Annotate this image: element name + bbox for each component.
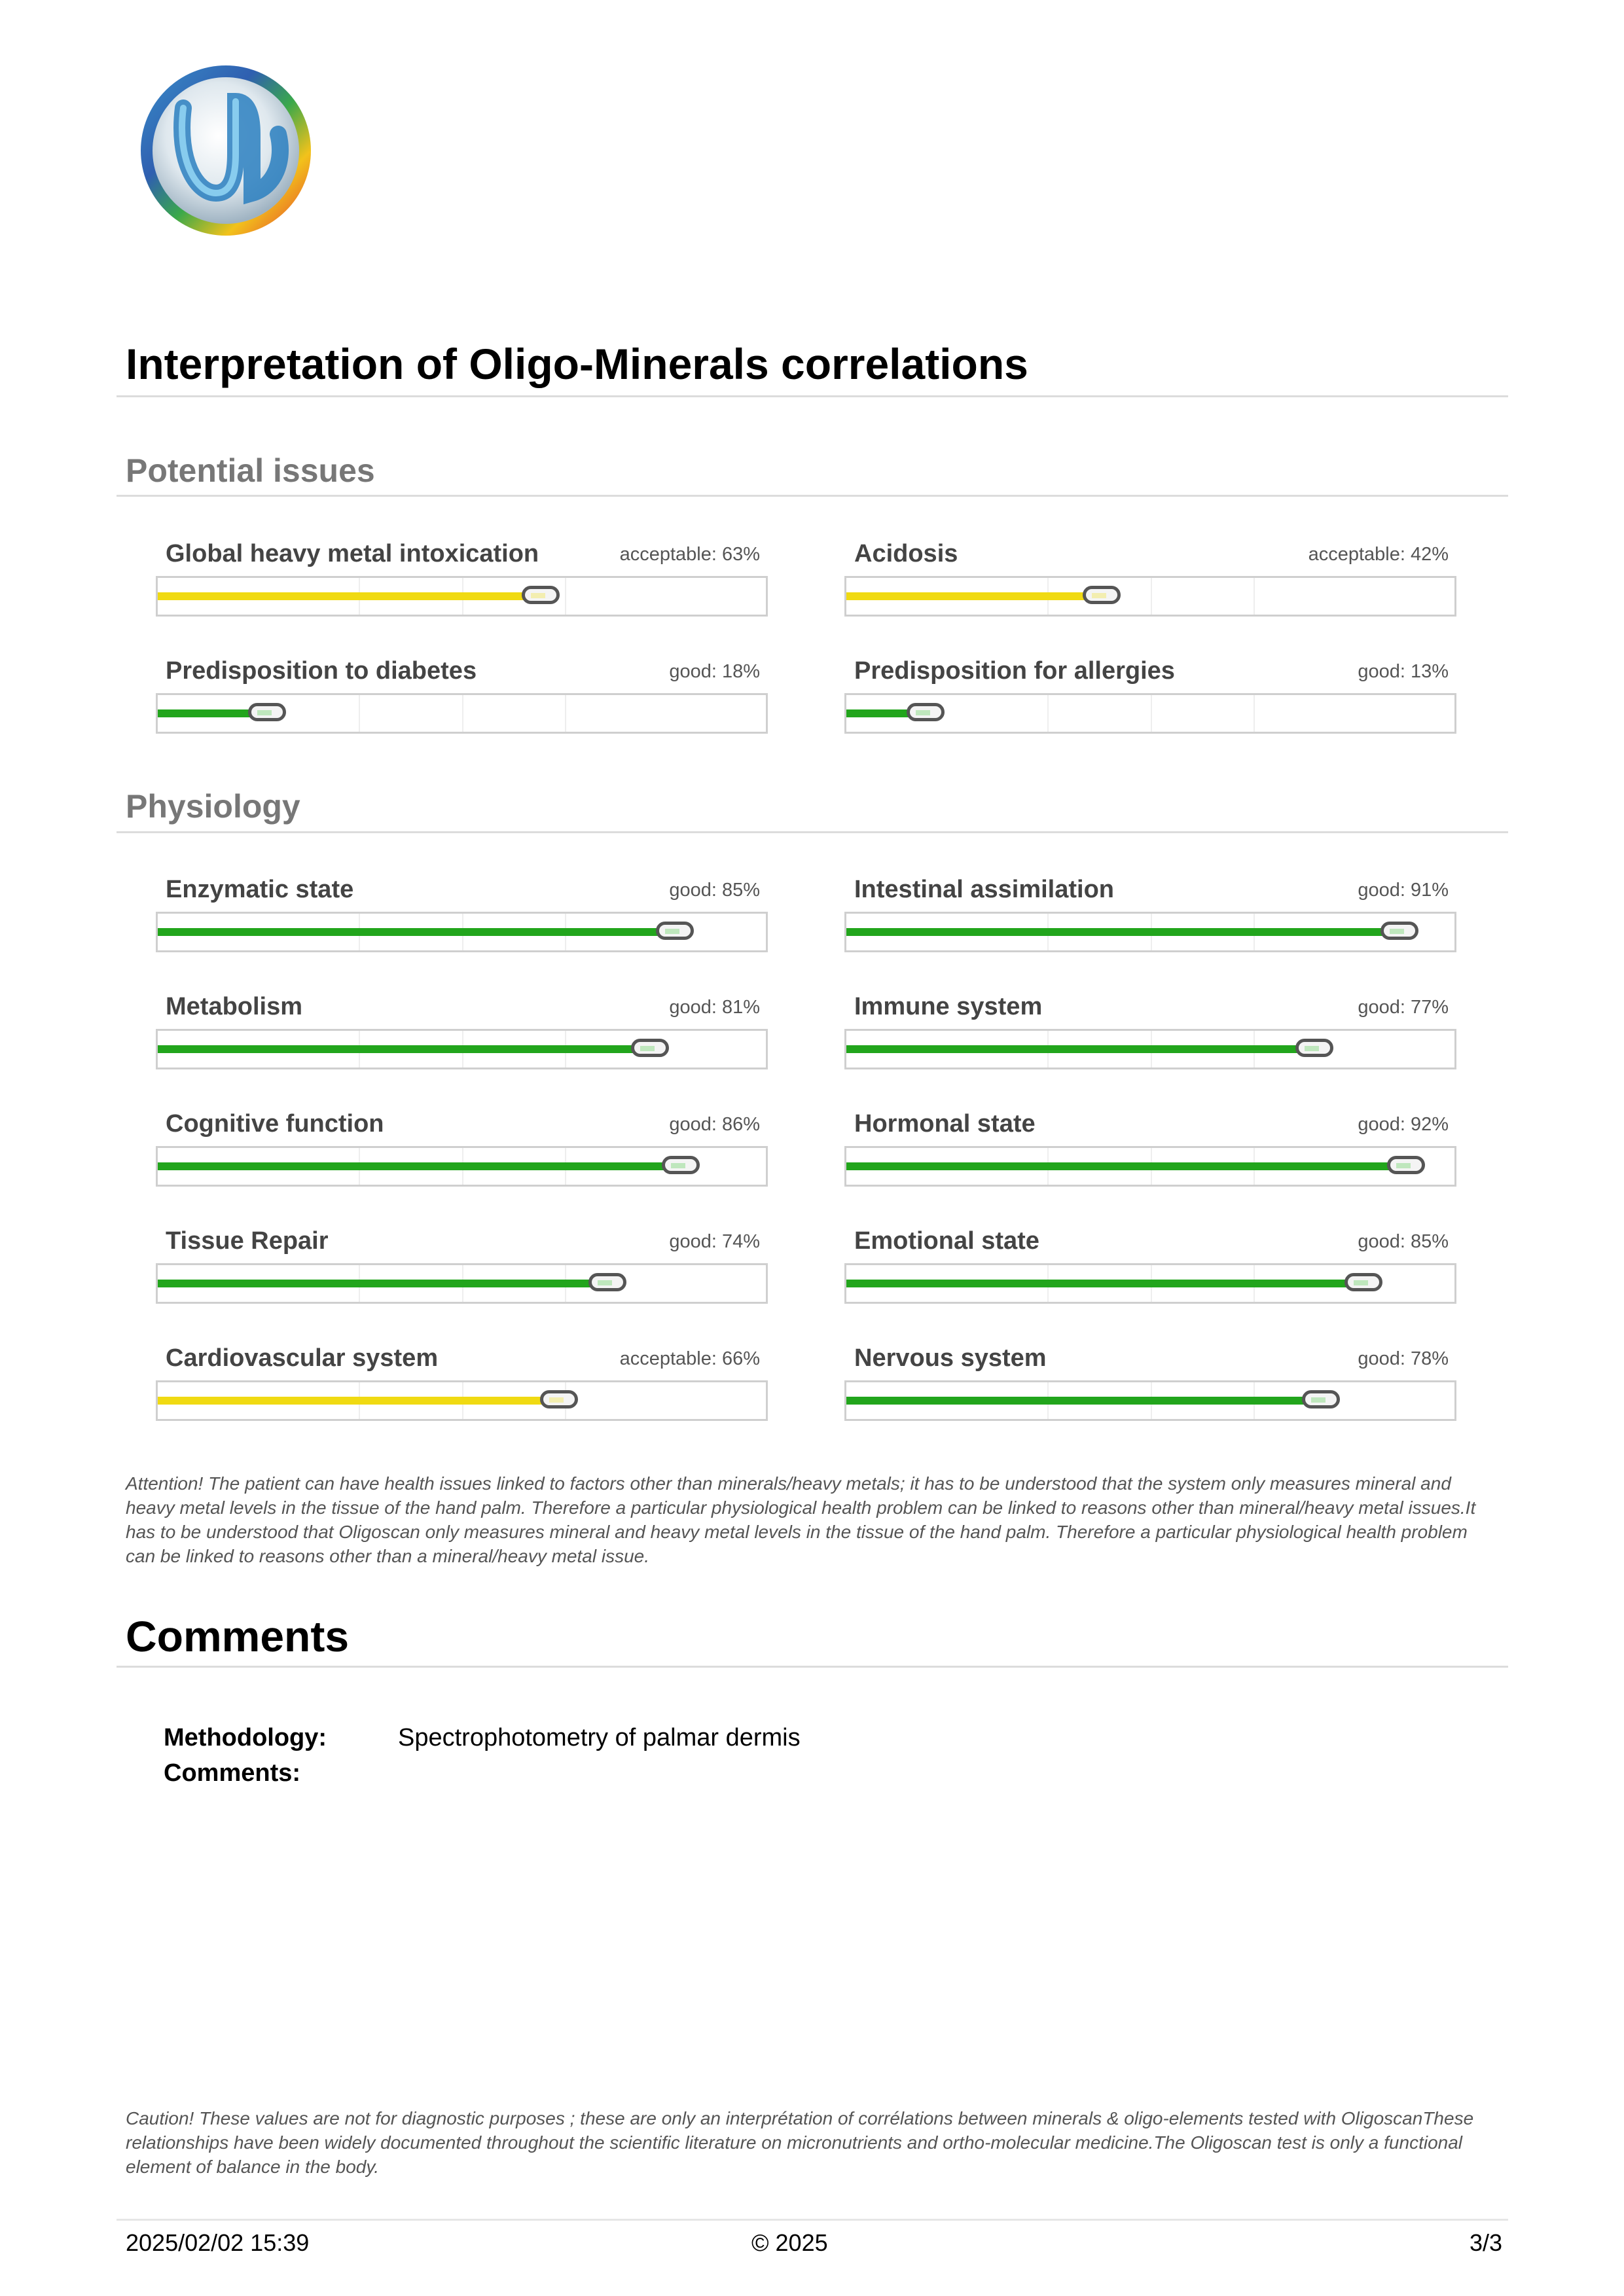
indicator-status: good: 18%	[669, 661, 760, 682]
thumb-highlight	[671, 1163, 685, 1168]
indicator-track	[844, 1263, 1456, 1304]
thumb-highlight	[916, 710, 930, 715]
thumb-highlight	[549, 1397, 564, 1403]
track-tick	[1151, 695, 1152, 732]
track-tick	[1254, 578, 1255, 615]
footer-divider	[117, 2219, 1508, 2221]
indicator-label: Intestinal assimilation	[854, 876, 1114, 903]
indicator-status: good: 85%	[1358, 1231, 1449, 1252]
thumb-highlight	[640, 1046, 655, 1051]
indicator-thumb	[248, 703, 286, 721]
thumb-highlight	[1396, 1163, 1411, 1168]
indicator-thumb	[522, 586, 560, 604]
indicator-acidosis	[844, 540, 1456, 628]
attention-note: Attention! The patient can have health issues linked to factors other than minerals/heavy metals; it has to be understood that the system only measures mineral and heavy metal levels in the tissue of the hand palm. Therefore a particular physiological health problem can be linked to reasons other than mineral/heavy metal issues.It has to be understood that Oligoscan only measures mineral and heavy metal levels in the tissue of the hand palm. Therefore a particular physiological health problem can be linked to reasons other than a mineral/heavy metal issue.	[126, 1473, 1476, 1566]
indicator-label: Cardiovascular system	[166, 1344, 439, 1372]
indicator-thumb	[1387, 1156, 1425, 1174]
comments-heading: Comments	[126, 1612, 350, 1660]
page-title: Interpretation of Oligo-Minerals correlations	[126, 340, 1028, 388]
oligoscan-logo-icon	[137, 62, 314, 239]
indicator-predisposition-to-diabetes	[156, 657, 768, 745]
track-tick	[1047, 695, 1049, 732]
comments-label: Comments:	[164, 1759, 301, 1787]
thumb-highlight	[1305, 1046, 1319, 1051]
track-tick	[565, 578, 566, 615]
indicator-status: good: 74%	[669, 1231, 760, 1252]
indicator-thumb	[1295, 1039, 1333, 1057]
footer-copyright: © 2025	[751, 2229, 828, 2256]
indicator-label: Emotional state	[854, 1227, 1039, 1255]
indicator-status: good: 92%	[1358, 1114, 1449, 1135]
indicator-status: good: 91%	[1358, 880, 1449, 901]
indicator-status: acceptable: 66%	[619, 1348, 760, 1369]
indicator-track	[844, 1380, 1456, 1421]
indicator-fill	[158, 1045, 650, 1053]
indicator-status: good: 86%	[669, 1114, 760, 1135]
thumb-highlight	[1354, 1280, 1368, 1285]
track-tick	[462, 695, 463, 732]
indicator-hormonal-state	[844, 1110, 1456, 1198]
indicator-track	[844, 576, 1456, 617]
indicator-cardiovascular-system	[156, 1344, 768, 1433]
indicator-fill	[158, 592, 541, 600]
indicator-label: Enzymatic state	[166, 876, 354, 903]
indicator-label: Tissue Repair	[166, 1227, 329, 1255]
indicator-thumb	[1344, 1273, 1382, 1291]
indicator-nervous-system	[844, 1344, 1456, 1433]
thumb-highlight	[1390, 929, 1404, 934]
indicator-label: Predisposition to diabetes	[166, 657, 477, 685]
indicator-track	[156, 1380, 768, 1421]
indicator-fill	[846, 1280, 1363, 1287]
indicator-label: Immune system	[854, 993, 1043, 1020]
indicator-track	[156, 576, 768, 617]
indicator-fill	[158, 1280, 607, 1287]
indicator-fill	[846, 1162, 1406, 1170]
indicator-track	[156, 912, 768, 952]
indicator-track	[844, 1146, 1456, 1187]
indicator-thumb	[1302, 1390, 1340, 1408]
indicator-label: Metabolism	[166, 993, 303, 1020]
section-heading-physiology: Physiology	[126, 788, 300, 825]
thumb-highlight	[1092, 593, 1106, 598]
thumb-highlight	[665, 929, 679, 934]
indicator-track	[156, 1146, 768, 1187]
track-tick	[1254, 695, 1255, 732]
indicator-intestinal-assimilation	[844, 876, 1456, 964]
indicator-thumb	[907, 703, 945, 721]
thumb-highlight	[598, 1280, 612, 1285]
indicator-fill	[158, 1397, 559, 1405]
indicator-thumb	[631, 1039, 669, 1057]
caution-note: Caution! These values are not for diagnostic purposes ; these are only an interprétation of corrélations between minerals & oligo-elements tested with OligoscanThese relationships have been widely documented throughout the scientific literature on micronutrients and ortho-molecular medicine.The Oligoscan test is only a functional element of balance in the body.	[126, 2108, 1474, 2177]
indicator-label: Predisposition for allergies	[854, 657, 1175, 685]
footer-page-number: 3/3	[1469, 2229, 1502, 2256]
indicator-global-heavy-metal-intoxication	[156, 540, 768, 628]
indicator-thumb	[1380, 922, 1418, 940]
indicator-track	[156, 1263, 768, 1304]
thumb-highlight	[531, 593, 545, 598]
indicator-status: good: 13%	[1358, 661, 1449, 682]
footer-datetime: 2025/02/02 15:39	[126, 2229, 310, 2256]
indicator-label: Hormonal state	[854, 1110, 1036, 1138]
indicator-fill	[158, 928, 675, 936]
indicator-track	[844, 912, 1456, 952]
indicator-track	[156, 1029, 768, 1069]
indicator-label: Nervous system	[854, 1344, 1047, 1372]
indicator-predisposition-for-allergies	[844, 657, 1456, 745]
indicator-status: acceptable: 42%	[1308, 544, 1449, 565]
indicator-status: good: 85%	[669, 880, 760, 901]
track-tick	[359, 695, 360, 732]
methodology-value: Spectrophotometry of palmar dermis	[398, 1724, 801, 1751]
indicator-status: good: 78%	[1358, 1348, 1449, 1369]
title-divider	[117, 395, 1508, 397]
indicator-thumb	[656, 922, 694, 940]
indicator-label: Acidosis	[854, 540, 958, 567]
indicator-immune-system	[844, 993, 1456, 1081]
methodology-label: Methodology:	[164, 1724, 327, 1751]
thumb-highlight	[1311, 1397, 1326, 1403]
indicator-track	[844, 693, 1456, 734]
indicator-thumb	[1083, 586, 1121, 604]
indicator-metabolism	[156, 993, 768, 1081]
track-tick	[565, 695, 566, 732]
indicator-track	[156, 693, 768, 734]
section-divider	[117, 831, 1508, 833]
indicator-cognitive-function	[156, 1110, 768, 1198]
indicator-fill	[846, 1397, 1321, 1405]
indicator-status: good: 81%	[669, 997, 760, 1018]
indicator-label: Global heavy metal intoxication	[166, 540, 539, 567]
section-divider	[117, 495, 1508, 497]
section-heading-potential-issues: Potential issues	[126, 452, 375, 489]
track-tick	[1151, 578, 1152, 615]
indicator-status: acceptable: 63%	[619, 544, 760, 565]
thumb-highlight	[257, 710, 272, 715]
indicator-label: Cognitive function	[166, 1110, 384, 1138]
indicator-thumb	[662, 1156, 700, 1174]
indicator-status: good: 77%	[1358, 997, 1449, 1018]
indicator-thumb	[540, 1390, 578, 1408]
indicator-emotional-state	[844, 1227, 1456, 1316]
indicator-tissue-repair	[156, 1227, 768, 1316]
indicator-fill	[846, 928, 1399, 936]
indicator-fill	[158, 1162, 681, 1170]
indicator-fill	[846, 592, 1102, 600]
indicator-fill	[846, 1045, 1314, 1053]
indicator-thumb	[588, 1273, 626, 1291]
indicator-enzymatic-state	[156, 876, 768, 964]
indicator-track	[844, 1029, 1456, 1069]
comments-divider	[117, 1666, 1508, 1668]
